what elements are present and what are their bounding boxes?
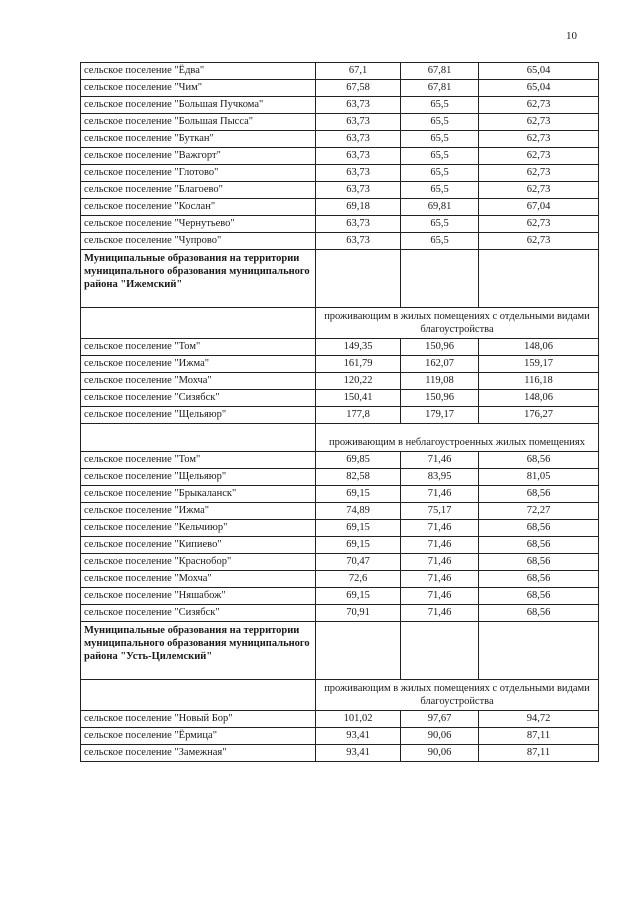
value-cell: 63,73 (316, 165, 401, 182)
value-cell: 69,81 (401, 199, 479, 216)
value-cell: 63,73 (316, 182, 401, 199)
value-cell: 94,72 (479, 711, 599, 728)
settlement-name: сельское поселение "Важгорт" (81, 148, 316, 165)
value-cell: 62,73 (479, 182, 599, 199)
value-cell: 72,27 (479, 503, 599, 520)
value-cell: 65,04 (479, 80, 599, 97)
value-cell: 69,18 (316, 199, 401, 216)
settlement-name: сельское поселение "Чупрово" (81, 233, 316, 250)
value-cell: 69,15 (316, 537, 401, 554)
value-cell: 75,17 (401, 503, 479, 520)
value-cell: 149,35 (316, 339, 401, 356)
value-cell: 120,22 (316, 373, 401, 390)
table-row (81, 588, 599, 605)
value-cell: 63,73 (316, 97, 401, 114)
table-row (81, 148, 599, 165)
table-row (81, 469, 599, 486)
settlement-name: сельское поселение "Том" (81, 339, 316, 356)
value-cell: 101,02 (316, 711, 401, 728)
value-cell: 82,58 (316, 469, 401, 486)
value-cell: 71,46 (401, 571, 479, 588)
value-cell: 62,73 (479, 114, 599, 131)
value-cell: 67,81 (401, 63, 479, 80)
settlement-name: сельское поселение "Сизябск" (81, 390, 316, 407)
value-cell: 65,5 (401, 165, 479, 182)
empty-cell (316, 250, 401, 308)
settlement-name: сельское поселение "Глотово" (81, 165, 316, 182)
value-cell: 65,5 (401, 216, 479, 233)
value-cell: 161,79 (316, 356, 401, 373)
settlement-name: сельское поселение "Замежная" (81, 745, 316, 762)
value-cell: 67,1 (316, 63, 401, 80)
settlement-name: сельское поселение "Большая Пучкома" (81, 97, 316, 114)
section-heading-row (81, 250, 599, 308)
table-row (81, 165, 599, 182)
empty-cell (81, 424, 316, 452)
value-cell: 65,5 (401, 97, 479, 114)
tariff-table (80, 62, 599, 762)
value-cell: 159,17 (479, 356, 599, 373)
table-row (81, 407, 599, 424)
subheading-row (81, 680, 599, 711)
value-cell: 65,5 (401, 233, 479, 250)
value-cell: 71,46 (401, 554, 479, 571)
value-cell: 74,89 (316, 503, 401, 520)
table-row (81, 452, 599, 469)
table-row (81, 131, 599, 148)
value-cell: 71,46 (401, 605, 479, 622)
settlement-name: сельское поселение "Большая Пысса" (81, 114, 316, 131)
value-cell: 63,73 (316, 216, 401, 233)
value-cell: 67,58 (316, 80, 401, 97)
table-row (81, 114, 599, 131)
value-cell: 179,17 (401, 407, 479, 424)
settlement-name: сельское поселение "Кипиево" (81, 537, 316, 554)
value-cell: 67,81 (401, 80, 479, 97)
value-cell: 87,11 (479, 745, 599, 762)
value-cell: 62,73 (479, 148, 599, 165)
settlement-name: сельское поселение "Сизябск" (81, 605, 316, 622)
value-cell: 69,15 (316, 588, 401, 605)
value-cell: 65,5 (401, 131, 479, 148)
settlement-name: сельское поселение "Няшабож" (81, 588, 316, 605)
settlement-name: сельское поселение "Ёдва" (81, 63, 316, 80)
value-cell: 71,46 (401, 520, 479, 537)
value-cell: 62,73 (479, 131, 599, 148)
settlement-name: сельское поселение "Ёрмица" (81, 728, 316, 745)
empty-cell (479, 622, 599, 680)
tariff-table-body (81, 63, 599, 762)
value-cell: 71,46 (401, 452, 479, 469)
table-row (81, 199, 599, 216)
value-cell: 68,56 (479, 452, 599, 469)
settlement-name: сельское поселение "Чим" (81, 80, 316, 97)
value-cell: 148,06 (479, 339, 599, 356)
value-cell: 62,73 (479, 97, 599, 114)
subheading-row (81, 424, 599, 452)
value-cell: 87,11 (479, 728, 599, 745)
settlement-name: сельское поселение "Том" (81, 452, 316, 469)
value-cell: 176,27 (479, 407, 599, 424)
table-row (81, 63, 599, 80)
settlement-name: сельское поселение "Кослан" (81, 199, 316, 216)
table-row (81, 503, 599, 520)
empty-cell (316, 622, 401, 680)
value-cell: 68,56 (479, 554, 599, 571)
settlement-name: сельское поселение "Брыкаланск" (81, 486, 316, 503)
settlement-name: сельское поселение "Чернутьево" (81, 216, 316, 233)
section-heading-row (81, 622, 599, 680)
value-cell: 97,67 (401, 711, 479, 728)
value-cell: 62,73 (479, 216, 599, 233)
value-cell: 162,07 (401, 356, 479, 373)
value-cell: 68,56 (479, 537, 599, 554)
settlement-name: сельское поселение "Буткан" (81, 131, 316, 148)
value-cell: 70,91 (316, 605, 401, 622)
value-cell: 65,5 (401, 114, 479, 131)
value-cell: 68,56 (479, 588, 599, 605)
category-subheading: проживающим в неблагоустроенных жилых помещениях (316, 424, 599, 452)
table-row (81, 745, 599, 762)
empty-cell (81, 680, 316, 711)
settlement-name: сельское поселение "Мохча" (81, 571, 316, 588)
value-cell: 150,41 (316, 390, 401, 407)
value-cell: 65,5 (401, 182, 479, 199)
settlement-name: сельское поселение "Мохча" (81, 373, 316, 390)
value-cell: 71,46 (401, 537, 479, 554)
empty-cell (81, 308, 316, 339)
table-row (81, 182, 599, 199)
table-row (81, 356, 599, 373)
value-cell: 68,56 (479, 605, 599, 622)
empty-cell (479, 250, 599, 308)
value-cell: 63,73 (316, 114, 401, 131)
table-row (81, 711, 599, 728)
table-row (81, 571, 599, 588)
table-row (81, 97, 599, 114)
value-cell: 116,18 (479, 373, 599, 390)
empty-cell (401, 622, 479, 680)
table-row (81, 233, 599, 250)
value-cell: 69,15 (316, 520, 401, 537)
value-cell: 68,56 (479, 520, 599, 537)
category-subheading: проживающим в жилых помещениях с отдельными видами благоустройства (316, 308, 599, 339)
table-row (81, 537, 599, 554)
table-row (81, 728, 599, 745)
value-cell: 65,5 (401, 148, 479, 165)
settlement-name: сельское поселение "Кельчиюр" (81, 520, 316, 537)
settlement-name: сельское поселение "Новый Бор" (81, 711, 316, 728)
value-cell: 93,41 (316, 745, 401, 762)
value-cell: 69,15 (316, 486, 401, 503)
value-cell: 62,73 (479, 233, 599, 250)
settlement-name: сельское поселение "Благоево" (81, 182, 316, 199)
settlement-name: сельское поселение "Щельяюр" (81, 469, 316, 486)
subheading-row (81, 308, 599, 339)
table-row (81, 216, 599, 233)
value-cell: 150,96 (401, 390, 479, 407)
section-heading: Муниципальные образования на территории муниципального образования муниципального района "Ижемский" (81, 250, 316, 308)
value-cell: 68,56 (479, 486, 599, 503)
value-cell: 63,73 (316, 131, 401, 148)
value-cell: 63,73 (316, 233, 401, 250)
table-row (81, 373, 599, 390)
table-row (81, 390, 599, 407)
settlement-name: сельское поселение "Щельяюр" (81, 407, 316, 424)
section-heading: Муниципальные образования на территории муниципального образования муниципального района "Усть-Цилемский" (81, 622, 316, 680)
value-cell: 90,06 (401, 745, 479, 762)
value-cell: 67,04 (479, 199, 599, 216)
value-cell: 71,46 (401, 588, 479, 605)
value-cell: 81,05 (479, 469, 599, 486)
value-cell: 90,06 (401, 728, 479, 745)
value-cell: 62,73 (479, 165, 599, 182)
empty-cell (401, 250, 479, 308)
value-cell: 70,47 (316, 554, 401, 571)
value-cell: 65,04 (479, 63, 599, 80)
category-subheading: проживающим в жилых помещениях с отдельными видами благоустройства (316, 680, 599, 711)
value-cell: 119,08 (401, 373, 479, 390)
value-cell: 93,41 (316, 728, 401, 745)
value-cell: 68,56 (479, 571, 599, 588)
value-cell: 83,95 (401, 469, 479, 486)
value-cell: 177,8 (316, 407, 401, 424)
value-cell: 148,06 (479, 390, 599, 407)
table-row (81, 554, 599, 571)
settlement-name: сельское поселение "Краснобор" (81, 554, 316, 571)
value-cell: 72,6 (316, 571, 401, 588)
settlement-name: сельское поселение "Ижма" (81, 503, 316, 520)
value-cell: 150,96 (401, 339, 479, 356)
table-row (81, 80, 599, 97)
value-cell: 71,46 (401, 486, 479, 503)
value-cell: 69,85 (316, 452, 401, 469)
value-cell: 63,73 (316, 148, 401, 165)
table-row (81, 520, 599, 537)
table-row (81, 605, 599, 622)
table-row (81, 339, 599, 356)
page-number: 10 (566, 30, 577, 42)
settlement-name: сельское поселение "Ижма" (81, 356, 316, 373)
table-row (81, 486, 599, 503)
